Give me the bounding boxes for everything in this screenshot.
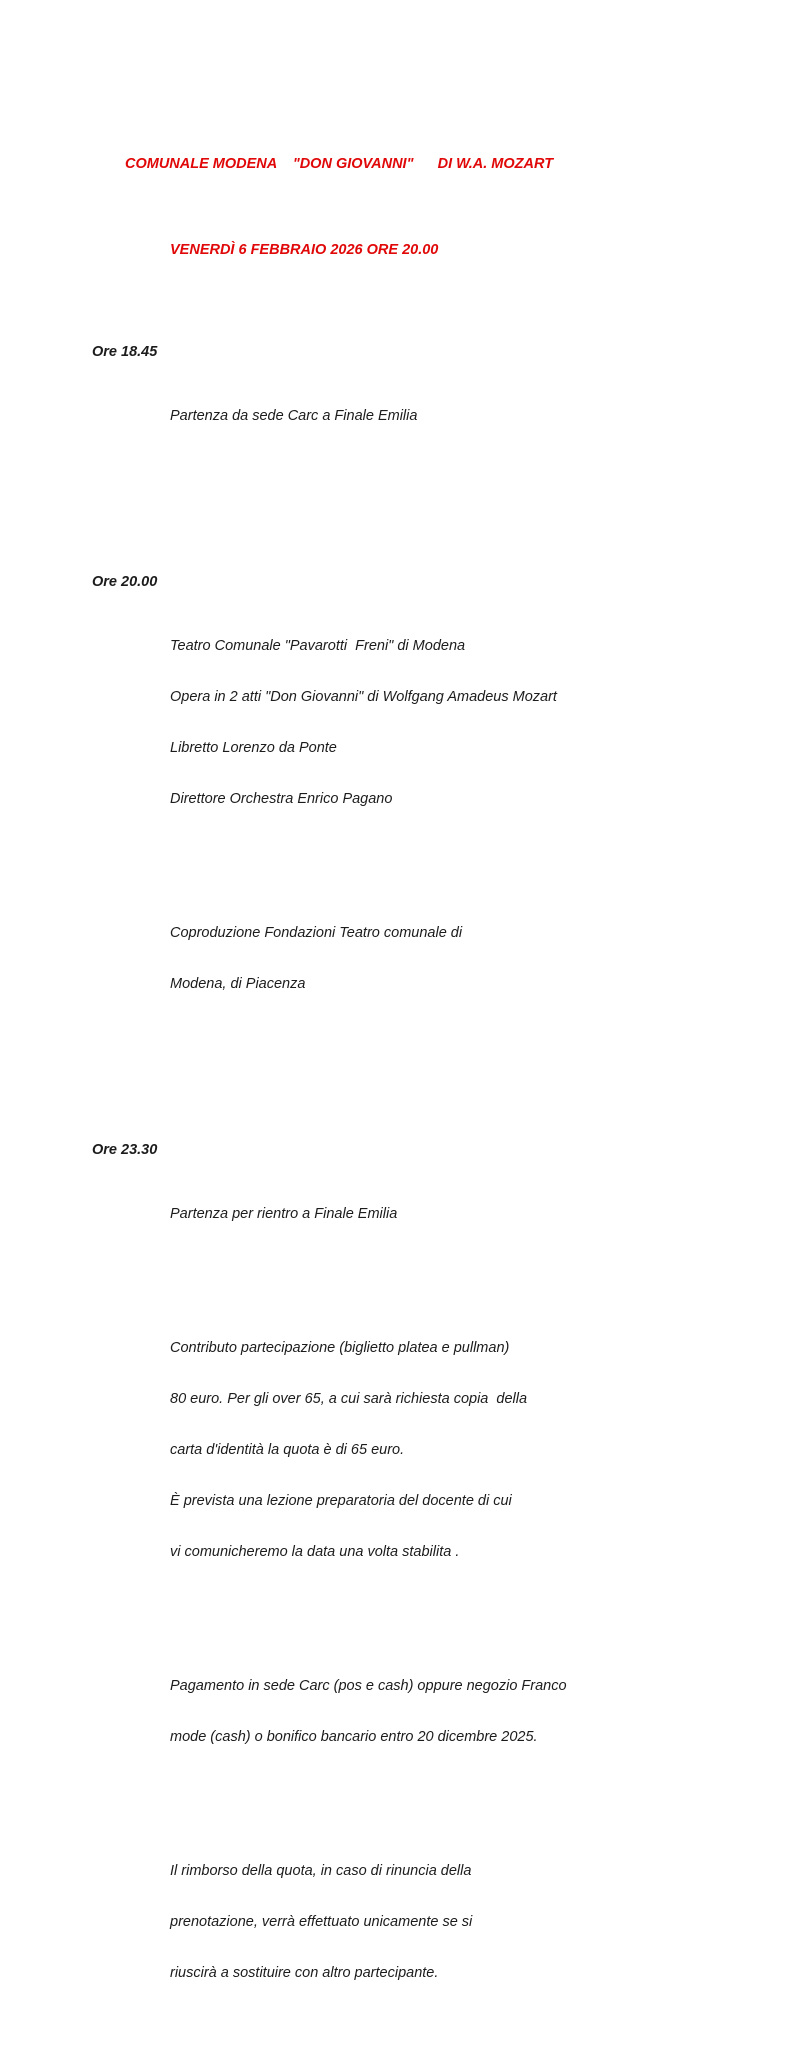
paragraph [170, 605, 712, 841]
text-line: Partenza per rientro a Finale Emilia [170, 1206, 398, 1222]
time-label: Ore 18.45 [92, 344, 158, 360]
schedule-entry-2330 [92, 1141, 712, 2047]
text-line: Teatro Comunale "Pavarotti Freni" di Modena [170, 638, 466, 654]
schedule-entry-1845 [92, 343, 712, 490]
time-label: Ore 20.00 [92, 574, 158, 590]
text-line: Direttore Orchestra Enrico Pagano [170, 791, 393, 807]
paragraph [170, 1173, 712, 1256]
schedule-entry-2000 [92, 573, 712, 1058]
text-line: Il rimborso della quota, in caso di rinuncia della [170, 1863, 472, 1879]
time-label: Ore 23.30 [92, 1142, 158, 1158]
paragraph [170, 1830, 712, 2015]
document-page [92, 107, 712, 2048]
text-line: riuscirà a sostituire con altro partecipante. [170, 1965, 439, 1981]
text-line: Libretto Lorenzo da Ponte [170, 740, 337, 756]
entry-body [170, 343, 712, 490]
paragraph [170, 1307, 712, 1594]
text-line: Coproduzione Fondazioni Teatro comunale di [170, 925, 463, 941]
text-line: Partenza da sede Carc a Finale Emilia [170, 408, 418, 424]
text-line: prenotazione, verrà effettuato unicamente se si [170, 1914, 473, 1930]
entry-body [170, 1141, 712, 2047]
text-line: Opera in 2 atti "Don Giovanni" di Wolfgang Amadeus Mozart [170, 689, 557, 705]
paragraph [170, 375, 712, 458]
text-line: 80 euro. Per gli over 65, a cui sarà richiesta copia della [170, 1391, 528, 1407]
document-date-line: VENERDÌ 6 FEBBRAIO 2026 ORE 20.00 [170, 242, 439, 258]
text-line: È prevista una lezione preparatoria del docente di cui [170, 1493, 512, 1509]
text-line: mode (cash) o bonifico bancario entro 20 dicembre 2025. [170, 1729, 538, 1745]
text-line: carta d'identità la quota è di 65 euro. [170, 1442, 405, 1458]
paragraph [170, 892, 712, 1026]
document-title: COMUNALE MODENA "DON GIOVANNI" DI W.A. MOZART [125, 156, 554, 172]
text-line: Pagamento in sede Carc (pos e cash) oppure negozio Franco [170, 1678, 567, 1694]
text-line: Modena, di Piacenza [170, 976, 306, 992]
text-line: vi comunicheremo la data una volta stabilita . [170, 1544, 460, 1560]
entry-body [170, 573, 712, 1058]
text-line: Contributo partecipazione (biglietto platea e pullman) [170, 1340, 510, 1356]
paragraph [170, 1645, 712, 1779]
